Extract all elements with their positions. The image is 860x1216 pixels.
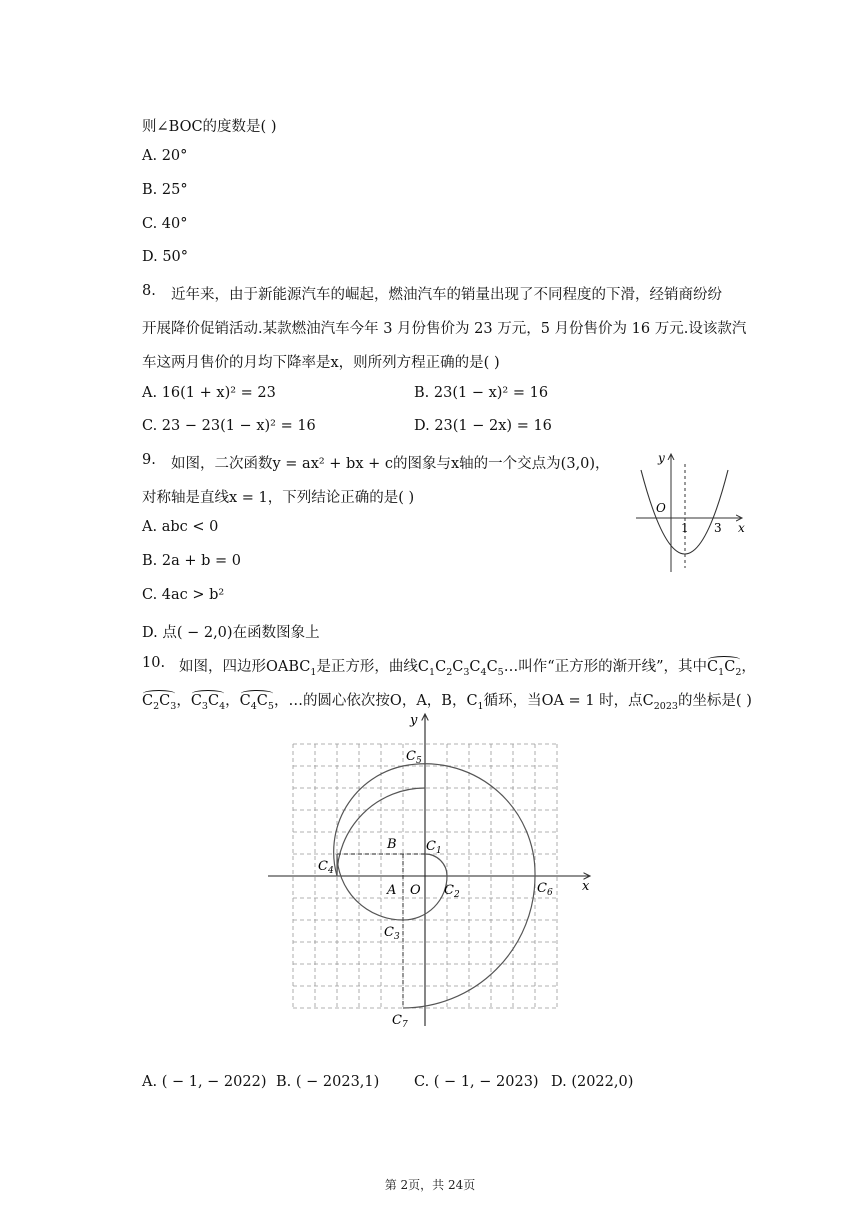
q10-line1: 如图，四边形$OABC_1$是正方形，曲线$C_1C_2C_3C_4C_5\dots$叫作“正方形的渐开线”，其中$C_1C_2$，	[179, 655, 756, 678]
q7-stem: 则∠BOC的度数是( )	[142, 119, 277, 135]
q10-option-c: C. ( − 1, − 2023)	[414, 1074, 539, 1090]
q10-spiral-curve-fix	[334, 766, 403, 876]
q10-number: 10.	[142, 655, 166, 671]
q7-option-b: B. 25°	[142, 182, 188, 198]
q10-label-x: x	[582, 879, 590, 894]
q10-option-d: D. (2022,0)	[551, 1074, 634, 1090]
q10-label-o: O	[410, 883, 421, 898]
q10-label-b: B	[387, 837, 397, 852]
q10-label-y: y	[410, 713, 418, 728]
q10-label-c5: $C_5$	[406, 749, 422, 766]
q8-line2: 开展降价促销活动.某款燃油汽车今年 3 月份售价为 23 万元，5 月份售价为 16 万元.设该款汽	[142, 321, 747, 337]
q8-line3: 车这两月售价的月均下降率是x，则所列方程正确的是( )	[142, 355, 500, 371]
q10-option-b: B. ( − 2023,1)	[276, 1074, 380, 1090]
q7-option-c: C. 40°	[142, 216, 188, 232]
q8-option-d: D. 23(1 − 2x) = 16	[414, 418, 552, 434]
q7-option-a: A. 20°	[142, 148, 188, 164]
q10-line2: $C_2C_3$，$C_3C_4$，$C_4C_5$，…的圆心依次按O，A，B，$C_1$循环，当OA = 1 时，点$C_{2023}$的坐标是( )	[142, 689, 752, 712]
q9-option-c: C. 4ac > b²	[142, 587, 225, 603]
q10-label-c1: $C_1$	[426, 839, 442, 856]
q9-tick-1: 1	[681, 521, 689, 535]
q9-label-x: x	[738, 521, 745, 535]
q10-option-a: A. ( − 1, − 2022)	[142, 1074, 267, 1090]
q10-label-c6: $C_6$	[537, 881, 553, 898]
q10-label-a: A	[387, 883, 397, 898]
q9-label-y: y	[658, 451, 665, 465]
q10-label-c4: $C_4$	[318, 859, 334, 876]
q10-label-c7: $C_7$	[392, 1013, 408, 1030]
q10-label-c2: $C_2$	[444, 883, 460, 900]
q10-involute-figure	[260, 708, 600, 1038]
q9-line2: 对称轴是直线x = 1，下列结论正确的是( )	[142, 490, 415, 506]
page-footer: 第 2页，共 24页	[384, 1178, 476, 1192]
q9-label-origin: O	[656, 501, 666, 515]
q8-option-a: A. 16(1 + x)² = 23	[142, 385, 276, 401]
q9-option-b: B. 2a + b = 0	[142, 553, 241, 569]
q9-option-a: A. abc < 0	[142, 519, 219, 535]
q8-number: 8.	[142, 283, 156, 299]
q10-spiral-curve	[337, 764, 535, 1008]
q9-parabola-figure	[628, 448, 754, 576]
q9-number: 9.	[142, 452, 156, 468]
q9-option-d: D. 点( − 2,0)在函数图象上	[142, 625, 320, 641]
q10-label-c3: $C_3$	[384, 925, 400, 942]
q9-tick-3: 3	[714, 521, 722, 535]
q8-line1: 近年来，由于新能源汽车的崛起，燃油汽车的销量出现了不同程度的下滑，经销商纷纷	[171, 287, 722, 303]
q7-option-d: D. 50°	[142, 249, 189, 265]
q9-line1: 如图，二次函数y = ax² + bx + c的图象与x轴的一个交点为(3,0)，	[171, 456, 610, 472]
q8-option-c: C. 23 − 23(1 − x)² = 16	[142, 418, 316, 434]
q8-option-b: B. 23(1 − x)² = 16	[414, 385, 549, 401]
